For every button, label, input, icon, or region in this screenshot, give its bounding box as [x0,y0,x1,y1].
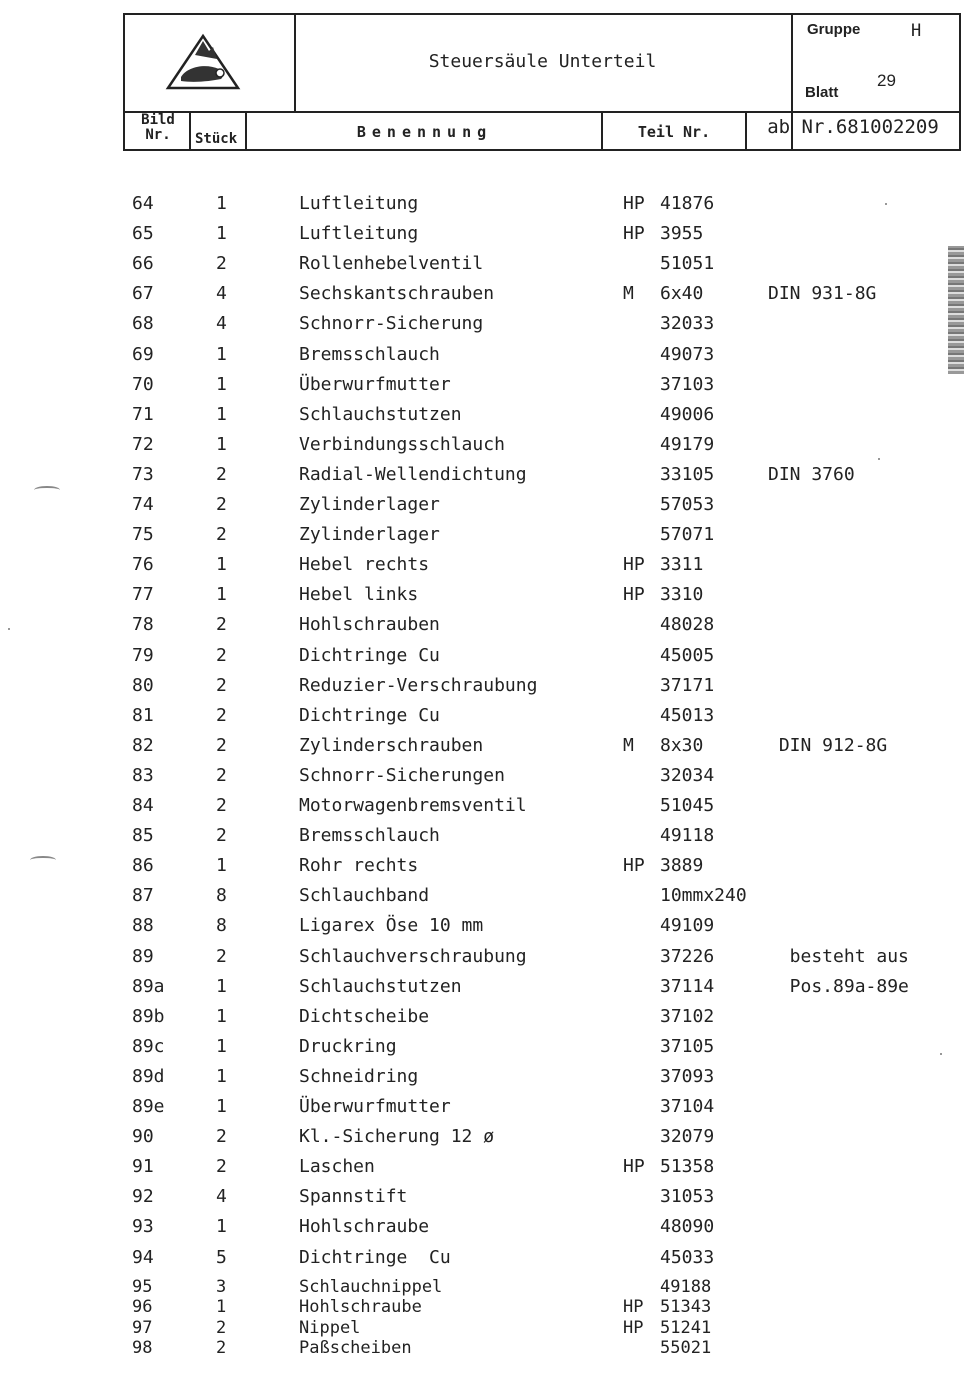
table-row [0,223,964,243]
cell-nr: 88 [132,915,154,936]
cell-part: 49006 [660,404,715,425]
scan-smudge [30,856,56,864]
cell-desc: Bremsschlauch [299,825,440,846]
table-row [0,1318,964,1338]
cell-part: 3955 [660,223,704,244]
table-row [0,795,964,815]
cell-desc: Reduzier-Verschraubung [299,675,538,696]
header-table [123,13,961,151]
cell-nr: 83 [132,765,154,786]
table-row [0,1036,964,1056]
cell-nr: 89d [132,1066,165,1087]
cell-part: 37114 [660,976,715,997]
cell-desc: Hohlschraube [299,1216,430,1237]
scan-dot [8,628,10,630]
cell-qty: 1 [216,193,227,214]
table-row [0,735,964,755]
cell-qty: 5 [216,1247,227,1268]
col-header-stueck: Stück [195,131,238,147]
cell-part: 31053 [660,1186,715,1207]
cell-desc: Laschen [299,1156,375,1177]
table-row [0,1247,964,1267]
table-row [0,825,964,845]
cell-nr: 93 [132,1216,154,1237]
cell-desc: Bremsschlauch [299,344,440,365]
col-header-nr-line: Nr. [145,127,171,143]
cell-qty: 1 [216,434,227,455]
page-title: Steuersäule Unterteil [428,51,657,72]
cell-nr: 89a [132,976,165,997]
cell-nr: 69 [132,344,154,365]
cell-nr: 89c [132,1036,165,1057]
cell-rem: DIN 3760 [768,464,855,485]
table-row [0,374,964,394]
cell-nr: 89e [132,1096,165,1117]
cell-qty: 1 [216,1036,227,1057]
cell-qty: 2 [216,524,227,545]
cell-qty: 2 [216,946,227,967]
cell-rem: Pos.89a-89e [768,976,909,997]
cell-qty: 1 [216,976,227,997]
table-row [0,1338,964,1358]
cell-nr: 97 [132,1318,153,1338]
table-row [0,344,964,364]
cell-part: 55021 [660,1338,712,1358]
cell-desc: Schnorr-Sicherung [299,313,484,334]
cell-qty: 1 [216,554,227,575]
cell-desc: Hebel links [299,584,419,605]
cell-part: 37102 [660,1006,715,1027]
cell-desc: Hohlschraube [299,1297,422,1317]
cell-nr: 72 [132,434,154,455]
cell-nr: 79 [132,645,154,666]
cell-pre: HP [623,584,645,605]
cell-part: 49118 [660,825,715,846]
cell-part: 37105 [660,1036,715,1057]
col-header-bild-line: Bild [141,112,175,128]
cell-desc: Druckring [299,1036,397,1057]
table-row [0,645,964,665]
cell-part: 37103 [660,374,715,395]
table-row [0,614,964,634]
cell-qty: 2 [216,735,227,756]
cell-qty: 1 [216,1096,227,1117]
table-row [0,1216,964,1236]
cell-rem: DIN 912-8G [768,735,888,756]
cell-qty: 1 [216,1066,227,1087]
cell-desc: Rohr rechts [299,855,419,876]
scan-dot [940,1053,942,1055]
cell-qty: 8 [216,885,227,906]
cell-pre: HP [623,1156,645,1177]
scan-dot [885,203,887,205]
blatt-label: Blatt [805,84,839,101]
cell-part: 37171 [660,675,715,696]
cell-desc: Radial-Wellendichtung [299,464,527,485]
cell-part: 49188 [660,1277,712,1297]
table-row [0,464,964,484]
table-row [0,434,964,454]
cell-part: 3310 [660,584,704,605]
cell-nr: 66 [132,253,154,274]
cell-desc: Schneidring [299,1066,419,1087]
cell-desc: Schlauchstutzen [299,976,462,997]
cell-part: 49109 [660,915,715,936]
table-row [0,1277,964,1297]
cell-qty: 1 [216,374,227,395]
table-row [0,1297,964,1317]
cell-nr: 95 [132,1277,153,1297]
cell-rem: besteht aus [768,946,909,967]
cell-nr: 84 [132,795,154,816]
table-row [0,404,964,424]
cell-part: 6x40 [660,283,704,304]
cell-desc: Luftleitung [299,193,419,214]
cell-desc: Kl.-Sicherung 12 ø [299,1126,495,1147]
cell-part: 45033 [660,1247,715,1268]
scan-dot [878,458,880,460]
cell-rem: DIN 931-8G [768,283,877,304]
cell-nr: 67 [132,283,154,304]
table-row [0,253,964,273]
cell-qty: 1 [216,1216,227,1237]
cell-part: 8x30 [660,735,704,756]
cell-part: 10mmx240 [660,885,747,906]
cell-nr: 75 [132,524,154,545]
cell-desc: Verbindungsschlauch [299,434,505,455]
cell-nr: 90 [132,1126,154,1147]
cell-desc: Spannstift [299,1186,408,1207]
cell-nr: 71 [132,404,154,425]
cell-nr: 96 [132,1297,153,1317]
cell-part: 37093 [660,1066,715,1087]
cell-part: 51343 [660,1297,712,1317]
scan-smudge [34,486,60,494]
cell-nr: 94 [132,1247,154,1268]
table-row [0,675,964,695]
table-row [0,1066,964,1086]
table-row [0,946,964,966]
cell-part: 48090 [660,1216,715,1237]
cell-nr: 91 [132,1156,154,1177]
table-row [0,765,964,785]
cell-desc: Zylinderlager [299,494,440,515]
cell-qty: 2 [216,765,227,786]
cell-desc: Ligarex Öse 10 mm [299,915,484,936]
table-row [0,193,964,213]
cell-desc: Luftleitung [299,223,419,244]
cell-qty: 2 [216,645,227,666]
cell-part: 32079 [660,1126,715,1147]
table-row [0,885,964,905]
cell-desc: Motorwagenbremsventil [299,795,527,816]
cell-qty: 2 [216,1318,227,1338]
cell-qty: 8 [216,915,227,936]
cell-part: 51241 [660,1318,712,1338]
cell-nr: 64 [132,193,154,214]
cell-desc: Zylinderlager [299,524,440,545]
cell-desc: Schlauchstutzen [299,404,462,425]
table-row [0,855,964,875]
cell-qty: 4 [216,313,227,334]
cell-desc: Dichtringe Cu [299,645,440,666]
table-row [0,1126,964,1146]
cell-nr: 98 [132,1338,153,1358]
cell-nr: 77 [132,584,154,605]
cell-nr: 86 [132,855,154,876]
cell-desc: Schlauchband [299,885,430,906]
cell-pre: HP [623,855,645,876]
cell-qty: 4 [216,283,227,304]
gruppe-value: H [911,21,922,41]
cell-nr: 89 [132,946,154,967]
table-row [0,313,964,333]
cell-desc: Hebel rechts [299,554,430,575]
cell-qty: 2 [216,1338,227,1358]
cell-part: 45005 [660,645,715,666]
cell-nr: 70 [132,374,154,395]
cell-pre: HP [623,223,645,244]
table-row [0,1096,964,1116]
cell-pre: HP [623,1318,644,1338]
table-row [0,1006,964,1026]
cell-qty: 2 [216,705,227,726]
table-row [0,524,964,544]
cell-qty: 2 [216,675,227,696]
cell-qty: 2 [216,795,227,816]
cell-nr: 81 [132,705,154,726]
cell-part: 51045 [660,795,715,816]
cell-qty: 2 [216,464,227,485]
cell-nr: 82 [132,735,154,756]
cell-desc: Hohlschrauben [299,614,440,635]
cell-desc: Nippel [299,1318,361,1338]
cell-qty: 1 [216,223,227,244]
table-row [0,915,964,935]
table-row [0,584,964,604]
cell-nr: 73 [132,464,154,485]
divider [125,111,959,113]
cell-pre: HP [623,193,645,214]
cell-qty: 1 [216,344,227,365]
table-row [0,283,964,303]
table-row [0,1156,964,1176]
col-header-benennung: Benennung [356,123,493,141]
cell-nr: 89b [132,1006,165,1027]
cell-qty: 3 [216,1277,227,1297]
cell-desc: Dichtringe Cu [299,1247,451,1268]
cell-desc: Schnorr-Sicherungen [299,765,505,786]
cell-nr: 92 [132,1186,154,1207]
cell-part: 51358 [660,1156,715,1177]
cell-part: 37104 [660,1096,715,1117]
scan-edge-mark [948,246,964,374]
cell-part: 41876 [660,193,715,214]
cell-nr: 80 [132,675,154,696]
cell-part: 49073 [660,344,715,365]
table-row [0,976,964,996]
cell-nr: 87 [132,885,154,906]
cell-qty: 2 [216,494,227,515]
cell-nr: 78 [132,614,154,635]
table-row [0,494,964,514]
cell-qty: 1 [216,1297,227,1317]
cell-desc: Paßscheiben [299,1338,412,1358]
cell-part: 48028 [660,614,715,635]
cell-qty: 2 [216,253,227,274]
cell-qty: 2 [216,1156,227,1177]
cell-desc: Zylinderschrauben [299,735,484,756]
cell-desc: Schlauchverschraubung [299,946,527,967]
cell-qty: 2 [216,1126,227,1147]
cell-qty: 4 [216,1186,227,1207]
cell-desc: Sechskantschrauben [299,283,495,304]
cell-part: 45013 [660,705,715,726]
cell-qty: 1 [216,404,227,425]
col-header-bild [127,113,189,143]
cell-qty: 2 [216,614,227,635]
table-row [0,1186,964,1206]
cell-part: 57053 [660,494,715,515]
cell-nr: 68 [132,313,154,334]
cell-part: 3889 [660,855,704,876]
cell-nr: 65 [132,223,154,244]
cell-desc: Dichtscheibe [299,1006,430,1027]
divider [189,111,191,151]
cell-part: 33105 [660,464,715,485]
cell-desc: Überwurfmutter [299,1096,451,1117]
cell-pre: HP [623,554,645,575]
blatt-value: 29 [877,71,896,90]
cell-nr: 76 [132,554,154,575]
col-header-teil-nr: Teil Nr. [637,123,711,141]
cell-pre: M [623,283,634,304]
cell-pre: M [623,735,634,756]
company-logo [165,33,241,91]
cell-desc: Dichtringe Cu [299,705,440,726]
cell-qty: 2 [216,825,227,846]
cell-part: 32034 [660,765,715,786]
cell-desc: Überwurfmutter [299,374,451,395]
cell-desc: Rollenhebelventil [299,253,484,274]
table-row [0,705,964,725]
gruppe-label: Gruppe [807,21,861,38]
table-row [0,554,964,574]
cell-desc: Schlauchnippel [299,1277,443,1297]
cell-part: 51051 [660,253,715,274]
cell-nr: 85 [132,825,154,846]
cell-qty: 1 [216,584,227,605]
cell-nr: 74 [132,494,154,515]
serial-range: ab Nr.681002209 [767,116,939,138]
cell-part: 57071 [660,524,715,545]
cell-part: 3311 [660,554,704,575]
cell-pre: HP [623,1297,644,1317]
cell-part: 32033 [660,313,715,334]
cell-part: 37226 [660,946,715,967]
cell-qty: 1 [216,1006,227,1027]
cell-qty: 1 [216,855,227,876]
cell-part: 49179 [660,434,715,455]
